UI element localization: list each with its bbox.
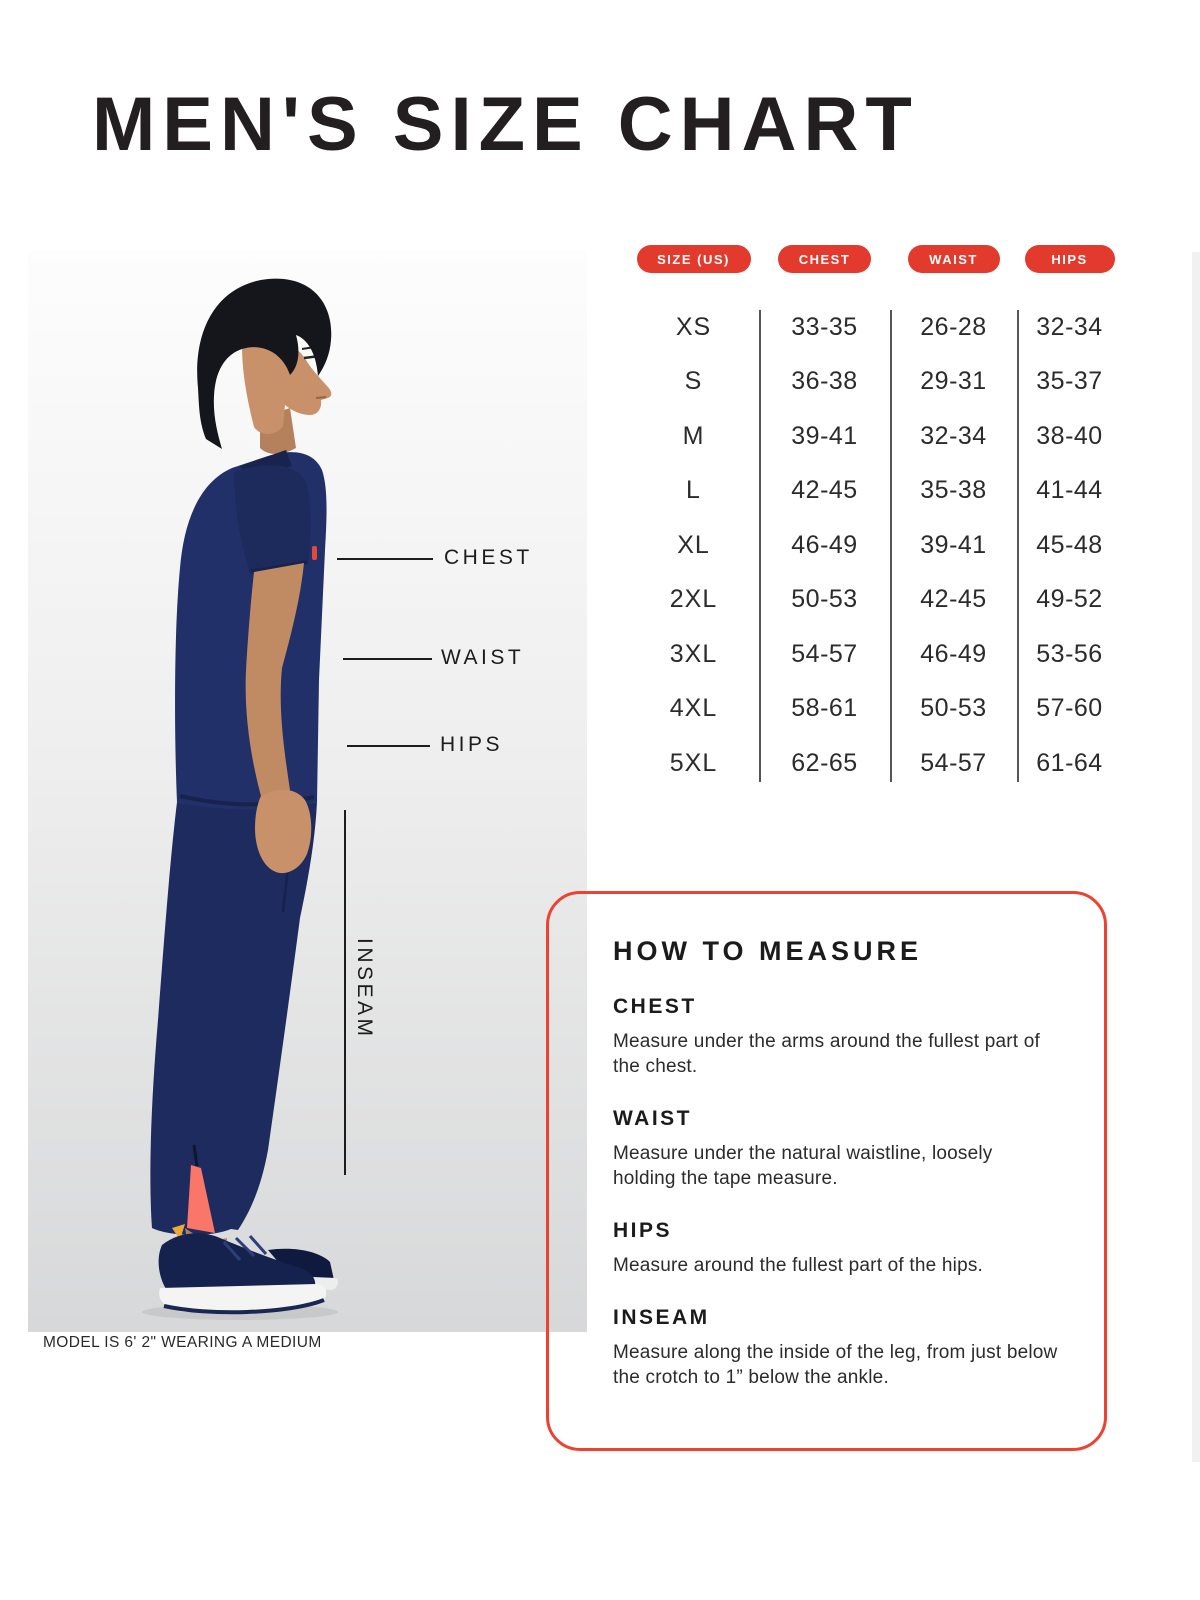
header-cell — [628, 245, 759, 273]
size-label-cell: XL — [677, 530, 710, 559]
header-cell — [1017, 245, 1122, 273]
measurement-cell: 42-45 — [920, 585, 987, 614]
measurement-cell: 46-49 — [920, 639, 987, 668]
measurement-cell: 53-56 — [1036, 639, 1103, 668]
how-to-measure-title: HOW TO MEASURE — [613, 936, 923, 966]
measurement-cell: 42-45 — [791, 476, 858, 505]
model-caption: MODEL IS 6' 2" WEARING A MEDIUM — [43, 1334, 322, 1351]
measurement-cell: 57-60 — [1036, 694, 1103, 723]
measurement-cell: 49-52 — [1036, 585, 1103, 614]
size-label-cell: 4XL — [669, 694, 718, 723]
measure-section-body: Measure around the fullest part of the hips. — [613, 1255, 984, 1277]
measurement-cell: 32-34 — [1036, 312, 1103, 341]
model-photo — [28, 250, 587, 1332]
column-divider — [759, 310, 761, 782]
header-pill-waist: WAIST — [908, 245, 1000, 273]
size-label-cell: L — [686, 476, 701, 505]
measurement-cell: 36-38 — [791, 367, 858, 396]
measurement-cell: 33-35 — [791, 312, 858, 341]
chest-measure-line — [337, 558, 433, 560]
chest-measure-label: CHEST — [444, 546, 533, 569]
page-title: MEN'S SIZE CHART — [92, 82, 919, 167]
hips-measure-label: HIPS — [440, 733, 504, 756]
size-label-cell: XS — [675, 312, 712, 341]
measurement-cell: 62-65 — [791, 748, 858, 777]
size-label-cell: S — [684, 367, 703, 396]
measurement-cell: 61-64 — [1036, 748, 1103, 777]
measure-section-heading: HIPS — [613, 1219, 673, 1243]
measurement-cell: 50-53 — [920, 694, 987, 723]
measurement-cell: 39-41 — [920, 530, 987, 559]
size-label-cell: 5XL — [669, 748, 718, 777]
header-pill-size: SIZE (US) — [637, 245, 751, 273]
measurement-cell: 26-28 — [920, 312, 987, 341]
waist-measure-line — [343, 658, 432, 660]
size-table-rows — [628, 300, 1122, 791]
measurement-cell: 54-57 — [791, 639, 858, 668]
measurement-cell: 45-48 — [1036, 530, 1103, 559]
measurement-cell: 32-34 — [920, 421, 987, 450]
inseam-measure-line — [344, 810, 346, 1175]
model-illustration — [28, 250, 587, 1332]
how-to-measure-box — [546, 891, 1107, 1451]
measure-section-heading: INSEAM — [613, 1306, 710, 1330]
measurement-cell: 39-41 — [791, 421, 858, 450]
model-mouth — [316, 397, 326, 398]
header-cell — [890, 245, 1017, 273]
measure-section-body: Measure along the inside of the leg, from just below the crotch to 1” below the ankle. — [613, 1342, 1058, 1389]
measurement-cell: 41-44 — [1036, 476, 1103, 505]
measurement-cell: 38-40 — [1036, 421, 1103, 450]
size-label-cell: M — [682, 421, 705, 450]
size-table — [628, 245, 1122, 791]
measurement-cell: 29-31 — [920, 367, 987, 396]
inseam-measure-label: INSEAM — [353, 938, 376, 1040]
measurement-cell: 58-61 — [791, 694, 858, 723]
measurement-cell: 35-38 — [920, 476, 987, 505]
measurement-cell: 35-37 — [1036, 367, 1103, 396]
measure-section-body: Measure under the natural waistline, loosely holding the tape measure. — [613, 1143, 993, 1190]
header-pill-chest: CHEST — [778, 245, 871, 273]
model-hand — [255, 790, 311, 874]
column-divider — [890, 310, 892, 782]
how-to-sections — [613, 995, 1058, 1391]
scrub-sleeve — [234, 465, 311, 574]
header-cell — [759, 245, 890, 273]
measurement-cell: 46-49 — [791, 530, 858, 559]
waist-measure-label: WAIST — [441, 646, 525, 669]
size-table-header-row — [628, 245, 1122, 273]
column-divider — [1017, 310, 1019, 782]
size-label-cell: 3XL — [669, 639, 718, 668]
size-label-cell: 2XL — [669, 585, 718, 614]
measure-section-heading: WAIST — [613, 1107, 692, 1131]
measure-section-body: Measure under the arms around the fullest part of the chest. — [613, 1031, 1040, 1078]
hips-measure-line — [347, 745, 430, 747]
page-edge-shade — [1192, 252, 1200, 1462]
measurement-cell: 54-57 — [920, 748, 987, 777]
header-pill-hips: HIPS — [1025, 245, 1115, 273]
chest-clip — [312, 546, 317, 560]
measure-section-heading: CHEST — [613, 995, 697, 1018]
measurement-cell: 50-53 — [791, 585, 858, 614]
